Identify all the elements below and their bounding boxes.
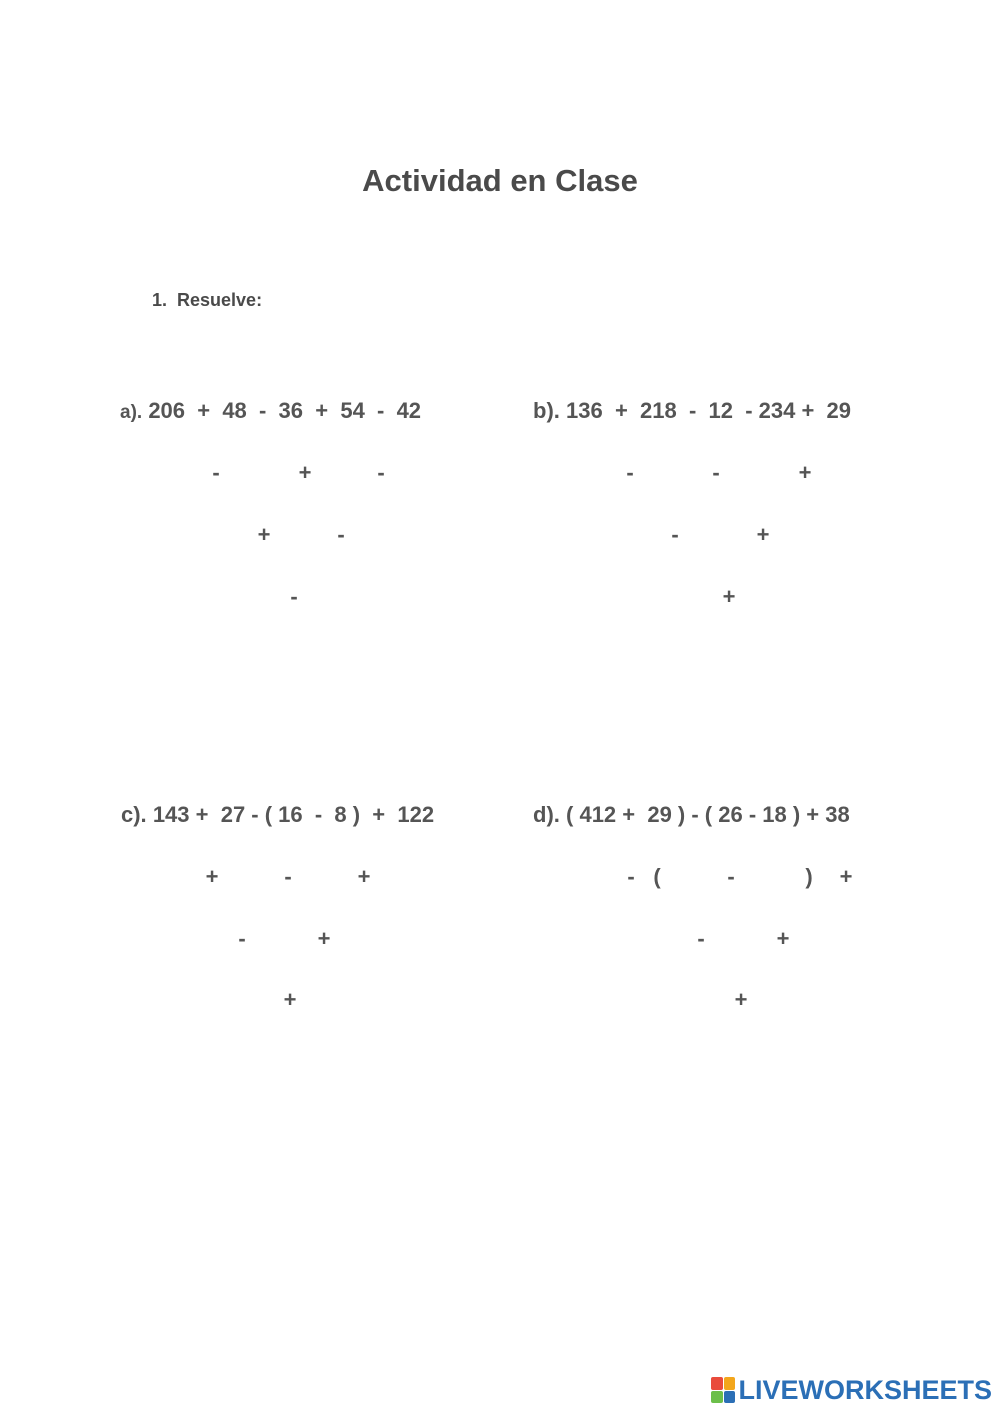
problem-b-label: b). — [533, 398, 560, 423]
problem-d-operator: + — [776, 926, 790, 951]
problem-d-expression-text: ( 412 + 29 ) - ( 26 - 18 ) + 38 — [566, 802, 850, 827]
problem-a-label: a). — [120, 402, 143, 423]
problem-a-operator: - — [212, 460, 220, 485]
instruction: 1. Resuelve: — [152, 290, 263, 310]
problem-a-operator: - — [377, 460, 385, 485]
problem-b-operator: + — [756, 522, 770, 547]
problem-b-expression-text: 136 + 218 - 12 - 234 + 29 — [566, 398, 851, 423]
problem-d-operator: - — [727, 864, 735, 889]
problem-c-operator: - — [238, 926, 246, 951]
problem-c-expression — [121, 802, 434, 828]
problem-c-operator: + — [283, 987, 297, 1012]
problem-d-operator: ) — [805, 864, 813, 889]
page-title: Actividad en Clase — [362, 163, 638, 198]
problem-d-label: d). — [533, 802, 560, 827]
problem-c-operator: + — [205, 864, 219, 889]
problem-b-operator: - — [712, 460, 720, 485]
problem-b-operator: - — [626, 460, 634, 485]
problem-a-operator: - — [337, 522, 345, 547]
problem-b-operator: + — [722, 584, 736, 609]
problem-c-expression-text: 143 + 27 - ( 16 - 8 ) + 122 — [152, 802, 435, 827]
logo-tile — [711, 1377, 723, 1390]
problem-b-expression — [533, 398, 851, 424]
problem-d-operator: + — [734, 987, 748, 1012]
problem-d-expression — [533, 802, 850, 828]
problem-a-operator: - — [290, 584, 298, 609]
liveworksheets-logo-icon — [711, 1377, 735, 1403]
watermark-text: LIVEWORKSHEETS — [738, 1374, 992, 1405]
problem-d-operator: - — [627, 864, 635, 889]
problem-a-operator: + — [257, 522, 271, 547]
problem-d-operator: + — [839, 864, 853, 889]
problem-b-operator: + — [798, 460, 812, 485]
liveworksheets-watermark — [711, 1375, 992, 1405]
problem-a-expression-text: 206 + 48 - 36 + 54 - 42 — [148, 398, 422, 423]
logo-tile — [724, 1391, 736, 1404]
problem-a-operator: + — [298, 460, 312, 485]
problem-c-label: c). — [121, 802, 147, 827]
logo-tile — [711, 1391, 723, 1404]
problem-d-operator: ( — [653, 864, 661, 889]
problem-a-expression — [120, 398, 421, 424]
problem-b-operator: - — [671, 522, 679, 547]
problem-c-operator: + — [317, 926, 331, 951]
problem-c-operator: - — [284, 864, 292, 889]
problem-d-operator: - — [697, 926, 705, 951]
logo-tile — [724, 1377, 736, 1390]
problem-c-operator: + — [357, 864, 371, 889]
